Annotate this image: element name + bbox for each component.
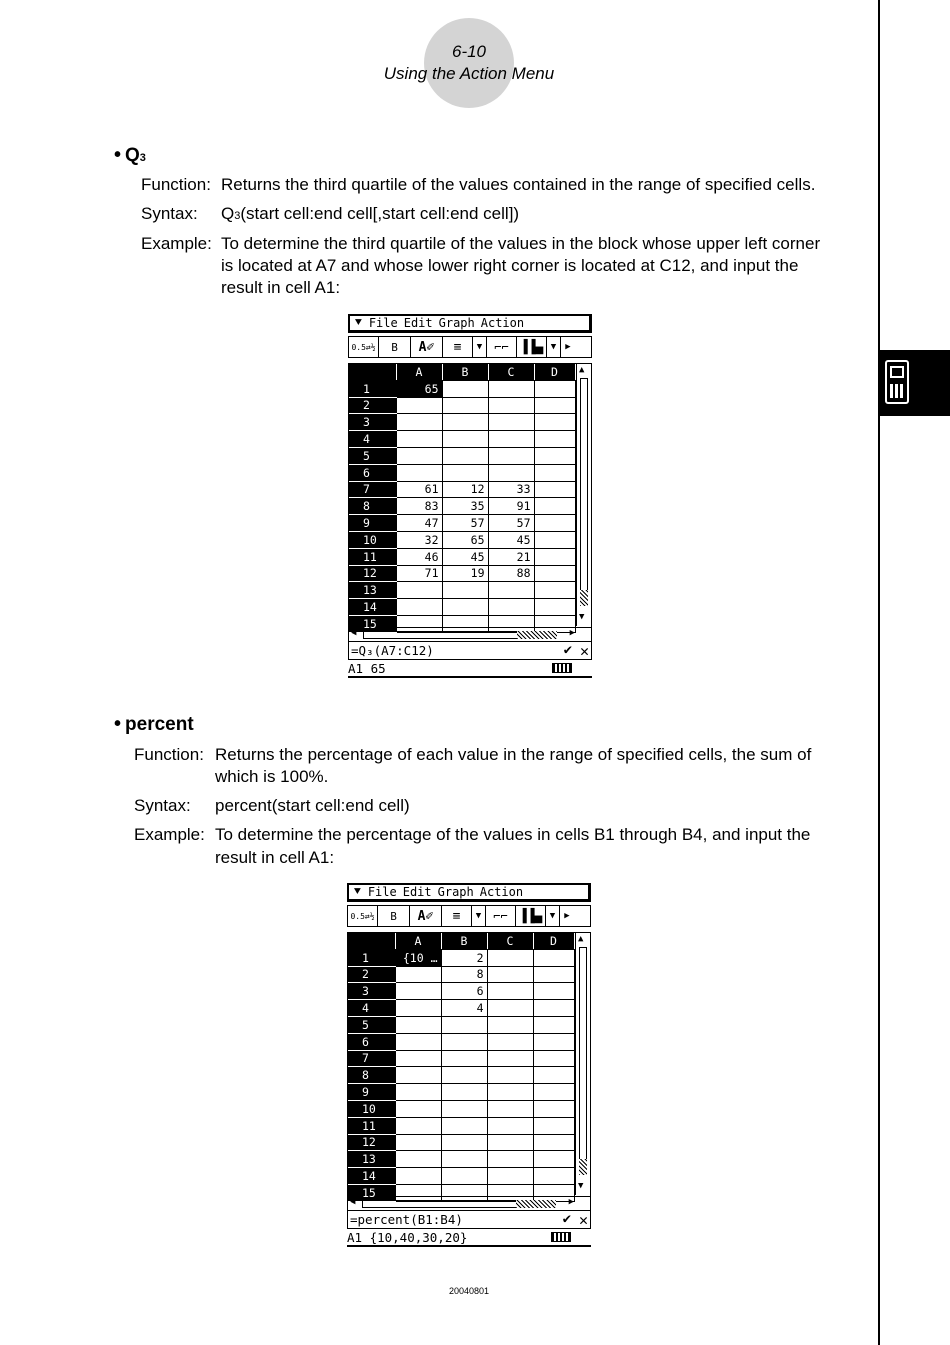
status-bar: [347, 1229, 591, 1247]
table-row: [348, 1016, 574, 1033]
table-row: [348, 1067, 574, 1084]
table-row: [348, 1117, 574, 1134]
row-header[interactable]: 14: [348, 1168, 395, 1185]
text-edit-icon[interactable]: A✐: [410, 906, 442, 926]
scroll-right-icon[interactable]: ▶: [569, 628, 575, 638]
battery-icon: [552, 663, 572, 673]
fraction-decimal-icon[interactable]: 0.5⇄½: [348, 906, 378, 926]
scroll-up-icon[interactable]: ▲: [579, 365, 585, 375]
spreadsheet-cell[interactable]: [487, 1084, 533, 1101]
checkmark-icon[interactable]: ✔: [562, 1211, 571, 1227]
spreadsheet-cell[interactable]: [533, 1151, 574, 1168]
spreadsheet-cell[interactable]: [534, 515, 575, 532]
spreadsheet-grid: [348, 363, 592, 631]
table-row: [349, 515, 575, 532]
spreadsheet-cell[interactable]: 12: [442, 481, 488, 498]
spreadsheet-cell[interactable]: [534, 414, 575, 431]
row-header[interactable]: 2: [348, 966, 395, 983]
spreadsheet-cell[interactable]: [442, 380, 488, 397]
percent-example-line-2: result in cell A1:: [215, 848, 335, 867]
formula-entry-line[interactable]: [348, 642, 592, 660]
align-icon[interactable]: ≡: [443, 337, 473, 357]
spreadsheet-cell[interactable]: [533, 1000, 574, 1017]
scroll-down-icon[interactable]: ▼: [579, 612, 585, 622]
row-header[interactable]: 6: [349, 464, 396, 481]
table-row: [348, 1151, 574, 1168]
spreadsheet-cell[interactable]: [442, 414, 488, 431]
percent-heading: • percent: [114, 713, 194, 735]
calculator-icon: [885, 360, 909, 404]
row-header[interactable]: 6: [348, 1033, 395, 1050]
toolbar: [347, 905, 591, 927]
scroll-right-icon[interactable]: ▶: [568, 1197, 574, 1207]
scroll-thumb[interactable]: [516, 1200, 556, 1208]
spreadsheet-cell[interactable]: 21: [488, 548, 534, 565]
spreadsheet-cell[interactable]: [533, 1134, 574, 1151]
bar-graph-icon[interactable]: ▐▐▄: [517, 337, 547, 357]
spreadsheet-cell[interactable]: [395, 1100, 441, 1117]
spreadsheet-cell[interactable]: [441, 1067, 487, 1084]
table-row: [348, 949, 574, 966]
spreadsheet-cell[interactable]: [487, 1117, 533, 1134]
spreadsheet-cell[interactable]: [533, 1100, 574, 1117]
corner-cell: [349, 364, 396, 380]
q3-function-label: Function:: [141, 175, 211, 194]
cancel-x-icon[interactable]: ✕: [578, 1211, 588, 1229]
spreadsheet-cell[interactable]: [488, 397, 534, 414]
glasses-icon[interactable]: ⌐⌐: [486, 906, 516, 926]
spreadsheet-cell[interactable]: [487, 1134, 533, 1151]
header-circle: [424, 18, 514, 108]
formula-entry-line[interactable]: [347, 1211, 591, 1229]
table-row: [349, 414, 575, 431]
column-header[interactable]: A: [396, 364, 442, 380]
column-header[interactable]: C: [488, 364, 534, 380]
row-header[interactable]: 13: [348, 1151, 395, 1168]
menu-item[interactable]: File: [367, 885, 397, 899]
right-arrow-icon[interactable]: ▶: [564, 911, 570, 921]
spreadsheet-cell[interactable]: 57: [488, 515, 534, 532]
q3-calculator-screen: [348, 314, 592, 678]
spreadsheet-cell[interactable]: 83: [396, 498, 442, 515]
row-header[interactable]: 9: [349, 515, 396, 532]
column-header[interactable]: D: [533, 933, 574, 949]
spreadsheet-cell[interactable]: [534, 498, 575, 515]
percent-syntax-text: percent(start cell:end cell): [215, 796, 410, 815]
status-bar: [348, 660, 592, 678]
row-header[interactable]: 8: [348, 1067, 395, 1084]
battery-icon: [551, 1232, 571, 1242]
formula-text: =Q₃(A7:C12): [351, 643, 434, 658]
table-row: [349, 464, 575, 481]
q3-example-line-1: To determine the third quartile of the values in the block whose upper left corner: [221, 234, 821, 253]
spreadsheet-cell[interactable]: 45: [488, 531, 534, 548]
table-row: [349, 447, 575, 464]
spreadsheet-cell[interactable]: 4: [441, 1000, 487, 1017]
row-header[interactable]: 10: [349, 531, 396, 548]
spreadsheet-cell[interactable]: [442, 397, 488, 414]
spreadsheet-cell[interactable]: [441, 1117, 487, 1134]
percent-calculator-screen: [347, 883, 591, 1247]
scroll-left-icon[interactable]: ◀: [351, 628, 357, 638]
spreadsheet-cell[interactable]: [533, 949, 574, 966]
spreadsheet-cell[interactable]: 2: [441, 949, 487, 966]
row-header[interactable]: 4: [348, 1000, 395, 1017]
row-header[interactable]: 9: [348, 1084, 395, 1101]
horizontal-scrollbar[interactable]: [347, 1197, 591, 1211]
column-header[interactable]: C: [487, 933, 533, 949]
scroll-left-icon[interactable]: ◀: [350, 1197, 356, 1207]
spreadsheet-cell[interactable]: 6: [441, 983, 487, 1000]
spreadsheet-cell[interactable]: [395, 1033, 441, 1050]
table-row: [348, 1084, 574, 1101]
spreadsheet-cell[interactable]: [533, 1067, 574, 1084]
spreadsheet-cell[interactable]: 91: [488, 498, 534, 515]
spreadsheet-cell[interactable]: [534, 380, 575, 397]
spreadsheet-cell[interactable]: [487, 1033, 533, 1050]
spreadsheet-cell[interactable]: [396, 397, 442, 414]
menu-down-arrow-icon[interactable]: ⯆: [354, 316, 363, 329]
horizontal-scrollbar[interactable]: [348, 628, 592, 642]
table-row: [349, 599, 575, 616]
status-text: A1 65: [348, 660, 386, 676]
spreadsheet-cell[interactable]: [488, 582, 534, 599]
spreadsheet-cell[interactable]: {10 …: [395, 949, 441, 966]
table-row: [349, 397, 575, 414]
spreadsheet-cell[interactable]: [534, 582, 575, 599]
spreadsheet-cell[interactable]: [396, 431, 442, 448]
table-row: [349, 498, 575, 515]
menu-bar: [347, 883, 591, 902]
spreadsheet-cell[interactable]: [533, 1084, 574, 1101]
spreadsheet-cell[interactable]: [441, 1168, 487, 1185]
q3-example-line-3: result in cell A1:: [221, 278, 341, 297]
scroll-up-icon[interactable]: ▲: [578, 934, 584, 944]
row-header[interactable]: 4: [349, 431, 396, 448]
bold-icon[interactable]: B: [378, 906, 410, 926]
spreadsheet-cell[interactable]: 8: [441, 966, 487, 983]
spreadsheet-cell[interactable]: [533, 1016, 574, 1033]
align-icon[interactable]: ≡: [442, 906, 472, 926]
row-header[interactable]: 15: [348, 1184, 395, 1201]
spreadsheet-cell[interactable]: [488, 464, 534, 481]
dropdown-icon[interactable]: ▼: [546, 906, 560, 926]
table-row: [349, 565, 575, 582]
spreadsheet-cell[interactable]: 46: [396, 548, 442, 565]
spreadsheet-cell[interactable]: [487, 1100, 533, 1117]
row-header[interactable]: 7: [348, 1050, 395, 1067]
column-header-row: [348, 933, 574, 949]
fraction-decimal-icon[interactable]: 0.5⇄½: [349, 337, 379, 357]
spreadsheet-cell[interactable]: [534, 397, 575, 414]
row-header[interactable]: 15: [349, 615, 396, 632]
spreadsheet-cell[interactable]: 88: [488, 565, 534, 582]
spreadsheet-cell[interactable]: [488, 431, 534, 448]
spreadsheet-cell[interactable]: [442, 582, 488, 599]
formula-text: =percent(B1:B4): [350, 1212, 463, 1227]
spreadsheet-cell[interactable]: [442, 431, 488, 448]
text-edit-icon[interactable]: A✐: [411, 337, 443, 357]
vertical-scrollbar[interactable]: [575, 933, 590, 1195]
spreadsheet-cell[interactable]: 45: [442, 548, 488, 565]
spreadsheet-cell[interactable]: [487, 1151, 533, 1168]
bold-icon[interactable]: B: [379, 337, 411, 357]
row-header[interactable]: 11: [349, 548, 396, 565]
spreadsheet-cell[interactable]: [441, 1050, 487, 1067]
column-header[interactable]: B: [442, 364, 488, 380]
cancel-x-icon[interactable]: ✕: [579, 642, 589, 660]
vertical-scrollbar[interactable]: [576, 364, 591, 626]
percent-function-line-2: which is 100%.: [215, 767, 329, 786]
spreadsheet-cell[interactable]: [395, 1000, 441, 1017]
row-header[interactable]: 7: [349, 481, 396, 498]
spreadsheet-cell[interactable]: [533, 1117, 574, 1134]
q3-example-label: Example:: [141, 234, 212, 253]
spreadsheet-cell[interactable]: [488, 414, 534, 431]
glasses-icon[interactable]: ⌐⌐: [487, 337, 517, 357]
column-header[interactable]: D: [534, 364, 575, 380]
spreadsheet-grid: [347, 932, 591, 1200]
percent-example-line-1: To determine the percentage of the values in cells B1 through B4, and input the: [215, 825, 811, 844]
q3-example-line-2: is located at A7 and whose lower right corner is located at C12, and input the: [221, 256, 799, 275]
menu-item[interactable]: Edit: [403, 316, 433, 330]
scroll-thumb[interactable]: [517, 631, 557, 639]
q3-syntax-text: Q3(start cell:end cell[,start cell:end cell]): [221, 204, 520, 223]
row-header[interactable]: 5: [348, 1016, 395, 1033]
row-header[interactable]: 5: [349, 447, 396, 464]
spreadsheet-cell[interactable]: [534, 565, 575, 582]
spreadsheet-cell[interactable]: [396, 414, 442, 431]
table-row: [349, 548, 575, 565]
table-row: [349, 481, 575, 498]
spreadsheet-cell[interactable]: [534, 481, 575, 498]
spreadsheet-cell[interactable]: [395, 1151, 441, 1168]
row-header[interactable]: 1: [349, 380, 396, 397]
spreadsheet-cell[interactable]: [395, 1084, 441, 1101]
spreadsheet-cell[interactable]: [395, 1016, 441, 1033]
q3-syntax-label: Syntax:: [141, 204, 198, 223]
spreadsheet-cell[interactable]: 19: [442, 565, 488, 582]
spreadsheet-cell[interactable]: [533, 983, 574, 1000]
row-header[interactable]: 3: [348, 983, 395, 1000]
column-header[interactable]: A: [395, 933, 441, 949]
spreadsheet-cell[interactable]: [534, 464, 575, 481]
spreadsheet-cell[interactable]: [487, 1000, 533, 1017]
footer-code: 20040801: [448, 1286, 490, 1296]
table-row: [349, 380, 575, 397]
spreadsheet-cell[interactable]: [395, 1134, 441, 1151]
table-row: [348, 1100, 574, 1117]
menu-bar: [348, 314, 592, 333]
spreadsheet-cell[interactable]: 47: [396, 515, 442, 532]
percent-function-label: Function:: [134, 745, 204, 764]
spreadsheet-cell[interactable]: 57: [442, 515, 488, 532]
spreadsheet-cell[interactable]: [533, 966, 574, 983]
spreadsheet-cell[interactable]: [487, 966, 533, 983]
table-row: [349, 431, 575, 448]
menu-down-arrow-icon[interactable]: ⯆: [353, 885, 362, 898]
section-title: Using the Action Menu: [383, 64, 555, 83]
spreadsheet-cell[interactable]: 61: [396, 481, 442, 498]
percent-function-line-1: Returns the percentage of each value in the range of specified cells, the sum of: [215, 745, 812, 764]
spreadsheet-cell[interactable]: [534, 431, 575, 448]
spreadsheet-cell[interactable]: [441, 1084, 487, 1101]
spreadsheet-cell[interactable]: [487, 1168, 533, 1185]
page-edge-rule: [878, 0, 880, 1345]
spreadsheet-cell[interactable]: [487, 1050, 533, 1067]
scroll-down-icon[interactable]: ▼: [578, 1181, 584, 1191]
dropdown-icon[interactable]: ▼: [473, 337, 487, 357]
menu-item[interactable]: Action: [480, 316, 525, 330]
row-header[interactable]: 8: [349, 498, 396, 515]
q3-heading: • Q3: [114, 144, 146, 166]
spreadsheet-cell[interactable]: 35: [442, 498, 488, 515]
menu-item[interactable]: Edit: [402, 885, 432, 899]
dropdown-icon[interactable]: ▼: [547, 337, 561, 357]
table-row: [348, 1168, 574, 1185]
percent-syntax-label: Syntax:: [134, 796, 191, 815]
corner-cell: [348, 933, 395, 949]
spreadsheet-cell[interactable]: [533, 1033, 574, 1050]
spreadsheet-cell[interactable]: [534, 447, 575, 464]
spreadsheet-cell[interactable]: [441, 1033, 487, 1050]
spreadsheet-cell[interactable]: [487, 1016, 533, 1033]
checkmark-icon[interactable]: ✔: [563, 642, 572, 658]
row-header[interactable]: 10: [348, 1100, 395, 1117]
table-row: [348, 1000, 574, 1017]
spreadsheet-cell[interactable]: [396, 599, 442, 616]
menu-item[interactable]: Graph: [437, 885, 474, 899]
table-row: [349, 582, 575, 599]
spreadsheet-cell[interactable]: [442, 599, 488, 616]
table-row: [348, 1033, 574, 1050]
row-header[interactable]: 3: [349, 414, 396, 431]
spreadsheet-cell[interactable]: 33: [488, 481, 534, 498]
spreadsheet-cell[interactable]: [395, 1117, 441, 1134]
spreadsheet-cell[interactable]: [533, 1168, 574, 1185]
spreadsheet-cell[interactable]: [488, 447, 534, 464]
scroll-thumb[interactable]: [580, 590, 588, 606]
spreadsheet-cell[interactable]: [396, 464, 442, 481]
spreadsheet-cell[interactable]: [533, 1050, 574, 1067]
row-header[interactable]: 11: [348, 1117, 395, 1134]
table-row: [349, 531, 575, 548]
column-header[interactable]: B: [441, 933, 487, 949]
row-header[interactable]: 1: [348, 949, 395, 966]
spreadsheet-cell[interactable]: [395, 1067, 441, 1084]
table-row: [348, 1134, 574, 1151]
spreadsheet-cell[interactable]: 32: [396, 531, 442, 548]
spreadsheet-cell[interactable]: [442, 464, 488, 481]
toolbar: [348, 336, 592, 358]
column-header-row: [349, 364, 575, 380]
menu-item[interactable]: Graph: [438, 316, 475, 330]
menu-item[interactable]: Action: [479, 885, 524, 899]
dropdown-icon[interactable]: ▼: [472, 906, 486, 926]
spreadsheet-cell[interactable]: [395, 983, 441, 1000]
spreadsheet-cell[interactable]: [395, 1168, 441, 1185]
spreadsheet-cell[interactable]: [534, 531, 575, 548]
spreadsheet-cell[interactable]: [487, 949, 533, 966]
spreadsheet-cell[interactable]: [488, 599, 534, 616]
row-header[interactable]: 12: [348, 1134, 395, 1151]
spreadsheet-cell[interactable]: 65: [396, 380, 442, 397]
spreadsheet-cell[interactable]: [396, 447, 442, 464]
menu-item[interactable]: File: [368, 316, 398, 330]
spreadsheet-cell[interactable]: [534, 599, 575, 616]
percent-example-label: Example:: [134, 825, 205, 844]
scroll-thumb[interactable]: [579, 1159, 587, 1175]
spreadsheet-cell[interactable]: 71: [396, 565, 442, 582]
row-header[interactable]: 12: [349, 565, 396, 582]
spreadsheet-cell[interactable]: 65: [442, 531, 488, 548]
spreadsheet-cell[interactable]: [534, 548, 575, 565]
bar-graph-icon[interactable]: ▐▐▄: [516, 906, 546, 926]
spreadsheet-cell[interactable]: [441, 1151, 487, 1168]
row-header[interactable]: 13: [349, 582, 396, 599]
row-header[interactable]: 2: [349, 397, 396, 414]
spreadsheet-cell[interactable]: [441, 1016, 487, 1033]
table-row: [348, 966, 574, 983]
spreadsheet-cell[interactable]: [487, 1067, 533, 1084]
spreadsheet-cell[interactable]: [487, 983, 533, 1000]
spreadsheet-cell[interactable]: [396, 582, 442, 599]
row-header[interactable]: 14: [349, 599, 396, 616]
q3-function-text: Returns the third quartile of the values contained in the range of specified cells.: [221, 175, 816, 194]
table-row: [348, 1050, 574, 1067]
status-text: A1 {10,40,30,20}: [347, 1229, 468, 1245]
page-number: 6-10: [451, 42, 487, 61]
spreadsheet-cell[interactable]: [441, 1134, 487, 1151]
table-row: [348, 983, 574, 1000]
spreadsheet-cell[interactable]: [395, 1050, 441, 1067]
right-arrow-icon[interactable]: ▶: [565, 342, 571, 352]
spreadsheet-cell[interactable]: [441, 1100, 487, 1117]
spreadsheet-cell[interactable]: [395, 966, 441, 983]
spreadsheet-cell[interactable]: [442, 447, 488, 464]
spreadsheet-cell[interactable]: [488, 380, 534, 397]
